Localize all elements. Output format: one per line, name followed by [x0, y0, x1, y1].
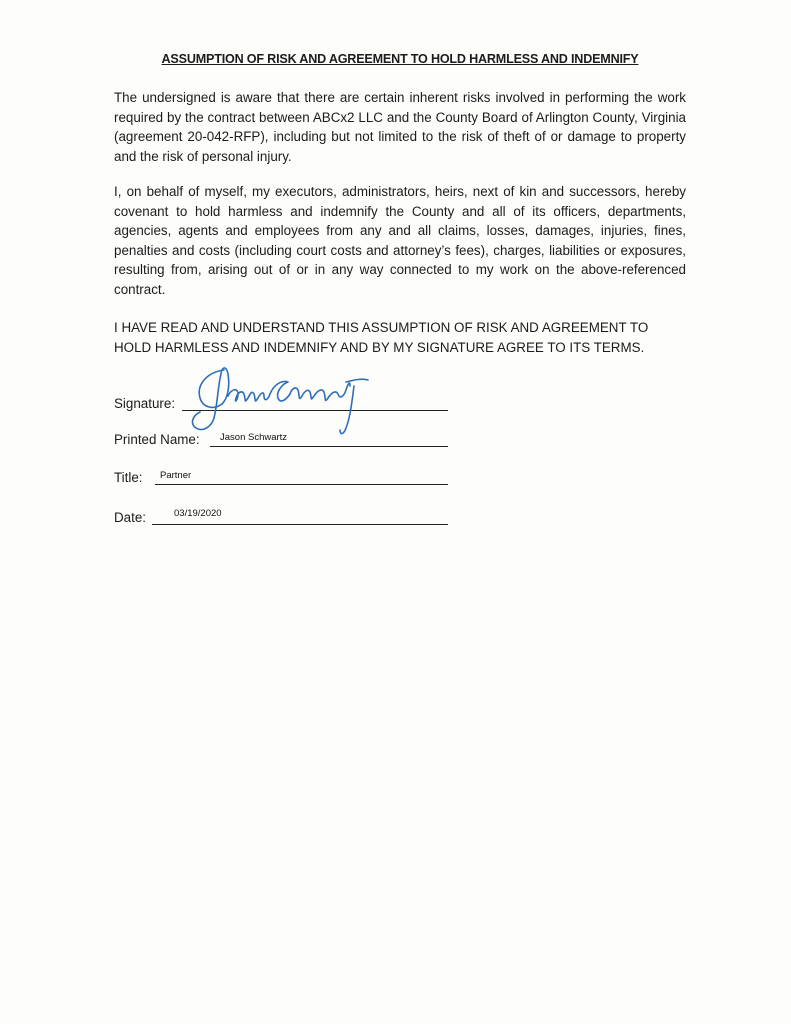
document-title: ASSUMPTION OF RISK AND AGREEMENT TO HOLD HARMLESS AND INDEMNIFY — [161, 52, 639, 66]
printed-name-label: Printed Name: — [114, 432, 200, 447]
title-value: Partner — [160, 470, 192, 481]
paragraph-acknowledgement: I HAVE READ AND UNDERSTAND THIS ASSUMPTION OF RISK AND AGREEMENT TO HOLD HARMLESS AND INDEMNIFY AND BY MY SIGNATURE AGREE TO ITS TERMS. — [114, 320, 649, 355]
handwritten-signature — [178, 362, 388, 442]
printed-name-line — [210, 446, 448, 447]
title-line — [155, 484, 448, 485]
paragraph-indemnify-covenant: I, on behalf of myself, my executors, administrators, heirs, next of kin and successors, hereby covenant to hold harmless and indemnify the County and all of its officers, departments, agencies, agents and employees from any and all claims, losses, damages, injuries, fines, penalties and costs (including court costs and attorney’s fees), charges, liabilities or exposures, resulting from, arising out of or in any way connected to my work on the above-referenced contract. — [114, 184, 686, 297]
paragraph-risk-awareness: The undersigned is aware that there are certain inherent risks involved in performing the work required by the contract between ABCx2 LLC and the County Board of Arlington County, Virginia (agreement 20-042-RFP), including but not limited to the risk of theft of or damage to property and the risk of personal injury. — [114, 90, 686, 164]
date-label: Date: — [114, 510, 147, 525]
title-label: Title: — [114, 470, 143, 485]
date-line — [152, 524, 448, 525]
signature-label: Signature: — [114, 396, 176, 411]
printed-name-value: Jason Schwartz — [220, 432, 288, 443]
date-value: 03/19/2020 — [174, 508, 222, 519]
